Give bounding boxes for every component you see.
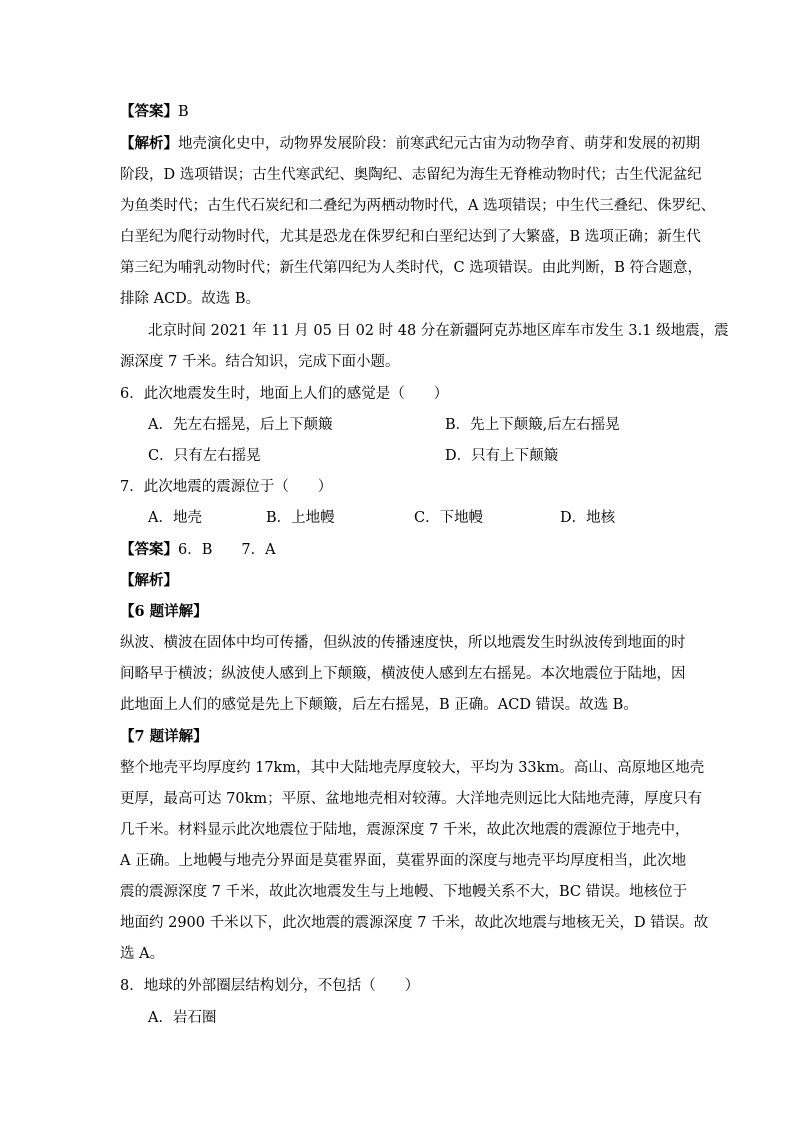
analysis-text: 地壳演化史中，动物界发展阶段：前寒武纪元古宙为动物孕育、萌芽和发展的初期 bbox=[178, 136, 700, 152]
q7-option-a: A．地壳 bbox=[148, 510, 202, 526]
q7-option-d: D．地核 bbox=[560, 510, 616, 526]
detail6-line-1: 纵波、横波在固体中均可传播，但纵波的传播速度快，所以地震发生时纵波传到地面的时 bbox=[120, 635, 686, 651]
detail7-line-1: 整个地壳平均厚度约 17km，其中大陆地壳厚度较大，平均为 33km。高山、高原地区地壳 bbox=[120, 760, 705, 776]
q6-option-b: B．先上下颠簸,后左右摇晃 bbox=[445, 417, 620, 433]
answer-value: B bbox=[178, 104, 189, 120]
detail7-line-3: 几千米。材料显示此次地震位于陆地，震源深度 7 千米，故此次地震的震源位于地壳中， bbox=[120, 822, 690, 838]
q5-answer-line bbox=[120, 102, 189, 122]
detail7-line-6: 地面约 2900 千米以下，此次地震的震源深度 7 千米，故此次地震与地核无关，D 错误。故 bbox=[120, 915, 709, 931]
detail7-line-4: A 正确。上地幔与地壳分界面是莫霍界面，莫霍界面的深度与地壳平均厚度相当，此次地 bbox=[120, 853, 687, 869]
q8-option-a: A．岩石圈 bbox=[148, 1010, 217, 1026]
q5-analysis-line-6: 排除 ACD。故选 B。 bbox=[120, 291, 261, 307]
q6-option-a: A．先左右摇晃，后上下颠簸 bbox=[148, 417, 333, 433]
q8-question: 8．地球的外部圈层结构划分，不包括（ ） bbox=[120, 978, 420, 994]
q7-option-b: B．上地幔 bbox=[266, 510, 335, 526]
q6-option-d: D．只有上下颠簸 bbox=[445, 448, 559, 464]
answer-label: 【答案】 bbox=[120, 541, 178, 558]
q5-analysis-line-2: 阶段，D 选项错误；古生代寒武纪、奥陶纪、志留纪为海生无脊椎动物时代；古生代泥盆纪 bbox=[120, 167, 702, 183]
stem-line-1: 北京时间 2021 年 11 月 05 日 02 时 48 分在新疆阿克苏地区库车市发生 3.1 级地震，震 bbox=[148, 323, 729, 339]
q5-analysis-line-3: 为鱼类时代；古生代石炭纪和二叠纪为两栖动物时代，A 选项错误；中生代三叠纪、侏罗纪、 bbox=[120, 198, 716, 214]
detail6-line-2: 间略早于横波；纵波使人感到上下颠簸，横波使人感到左右摇晃。本次地震位于陆地，因 bbox=[120, 666, 686, 682]
detail7-line-5: 震的震源深度 7 千米，故此次地震发生与上地幔、下地幔关系不大，BC 错误。地核位于 bbox=[120, 884, 688, 900]
detail7-line-2: 更厚，最高可达 70km；平原、盆地地壳相对较薄。大洋地壳则远比大陆地壳薄，厚度只有 bbox=[120, 791, 703, 807]
q5-analysis-line-5: 第三纪为哺乳动物时代；新生代第四纪为人类时代，C 选项错误。由此判断，B 符合题意， bbox=[120, 260, 702, 276]
q5-analysis-line-1 bbox=[120, 134, 700, 154]
q7-option-c: C．下地幔 bbox=[414, 510, 484, 526]
stem-line-2: 源深度 7 千米。结合知识，完成下面小题。 bbox=[120, 354, 400, 370]
detail7-title: 【7 题详解】 bbox=[120, 728, 208, 745]
q7-question: 7．此次地震的震源位于（ ） bbox=[120, 479, 333, 495]
q6-question: 6．此次地震发生时，地面上人们的感觉是（ ） bbox=[120, 386, 449, 402]
detail6-line-3: 此地面上人们的感觉是先上下颠簸，后左右摇晃，B 正确。ACD 错误。故选 B。 bbox=[120, 697, 638, 713]
q5-analysis-line-4: 白垩纪为爬行动物时代，尤其是恐龙在侏罗纪和白垩纪达到了大繁盛，B 选项正确；新生代 bbox=[120, 229, 701, 245]
q67-analysis-label: 【解析】 bbox=[120, 572, 178, 589]
detail7-line-7: 选 A。 bbox=[120, 946, 165, 962]
answer-label: 【答案】 bbox=[120, 103, 178, 120]
answer-value: 6．B 7．A bbox=[178, 542, 276, 558]
detail6-title: 【6 题详解】 bbox=[120, 603, 208, 620]
analysis-label: 【解析】 bbox=[120, 135, 178, 152]
q67-answer-line bbox=[120, 540, 276, 560]
q6-option-c: C．只有左右摇晃 bbox=[148, 448, 261, 464]
